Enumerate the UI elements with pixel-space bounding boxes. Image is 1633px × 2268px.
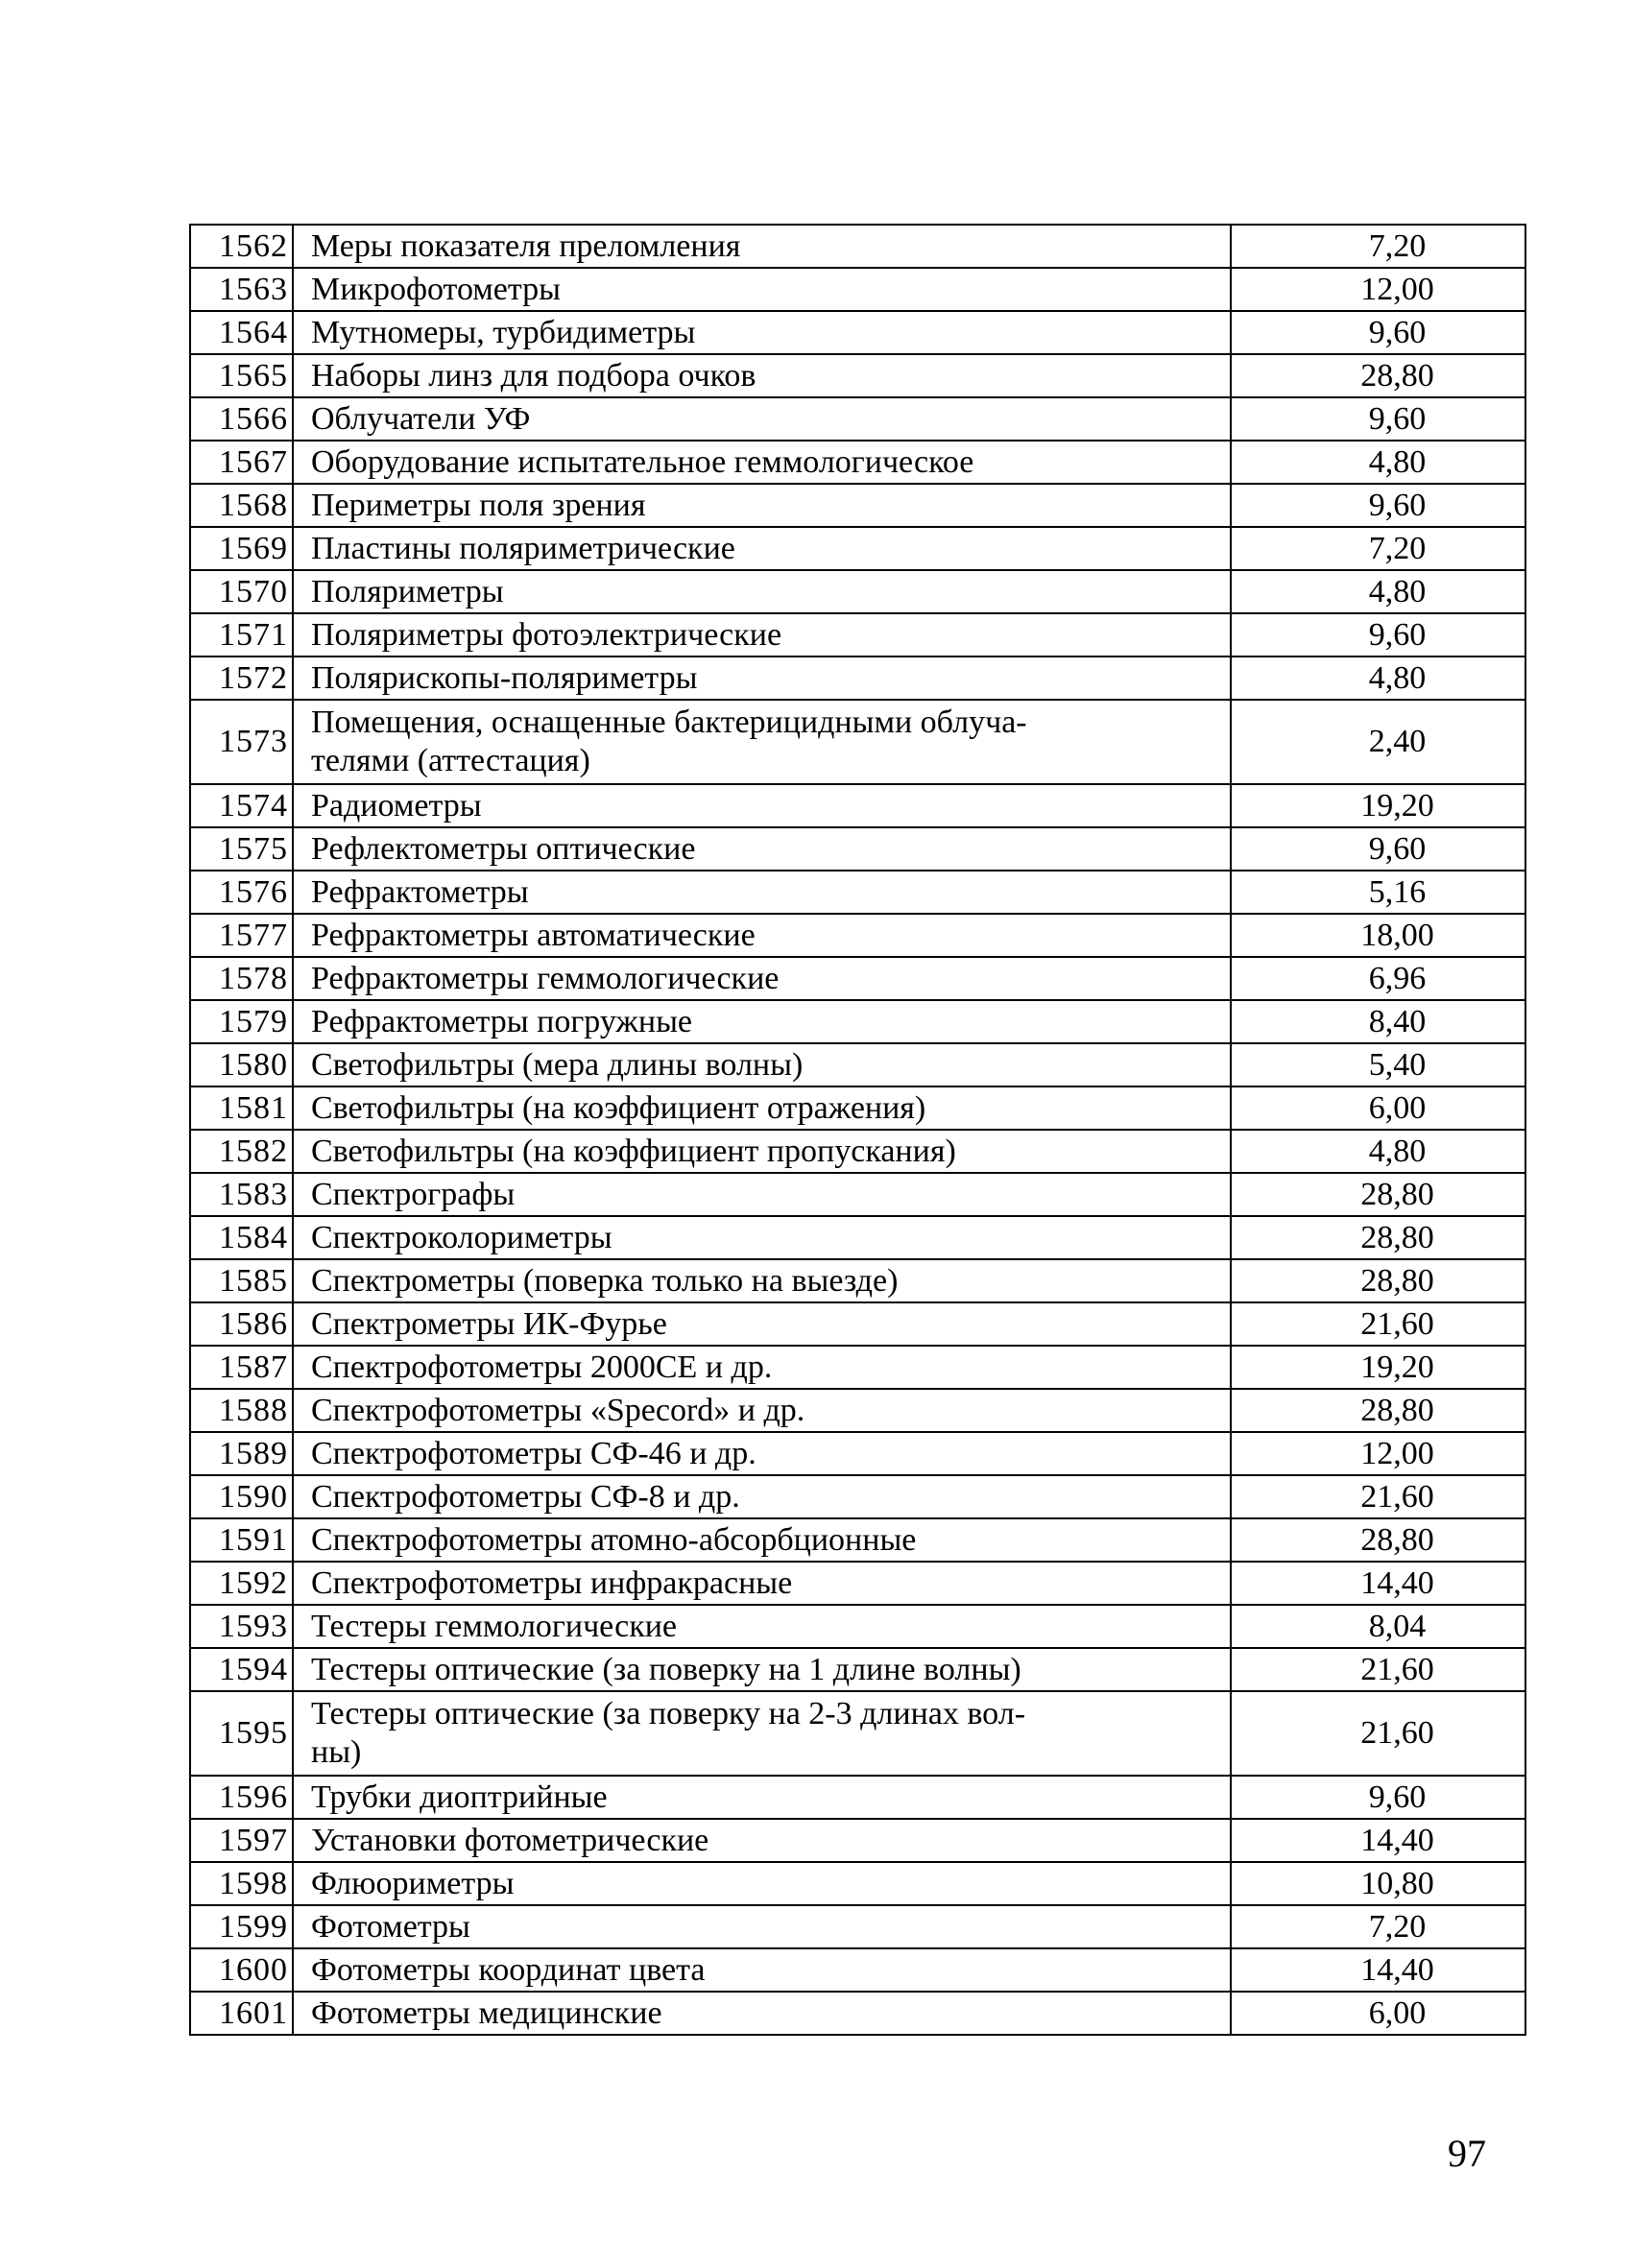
table-row [190, 225, 1525, 268]
table-row [190, 613, 1525, 657]
item-name [293, 700, 1231, 784]
item-name: Светофильтры (на коэффициент пропускания) [293, 1130, 1231, 1173]
item-name: Рефрактометры автоматические [293, 914, 1231, 957]
item-name-line: Тестеры оптические (за поверку на 2-3 длинах вол- [311, 1696, 1026, 1731]
table-row [190, 871, 1525, 914]
item-value: 9,60 [1231, 613, 1525, 657]
item-value: 28,80 [1231, 1259, 1525, 1302]
table-row [190, 1173, 1525, 1216]
item-name: Поляриметры [293, 570, 1231, 613]
row-number: 1582 [190, 1130, 293, 1173]
page-number: 97 [1448, 2132, 1486, 2175]
row-number: 1590 [190, 1475, 293, 1518]
item-value: 9,60 [1231, 484, 1525, 527]
table-row [190, 268, 1525, 311]
item-value: 10,80 [1231, 1862, 1525, 1905]
row-number: 1587 [190, 1346, 293, 1389]
table-row [190, 1475, 1525, 1518]
item-value: 5,40 [1231, 1043, 1525, 1086]
item-value: 21,60 [1231, 1691, 1525, 1776]
table-row [190, 1776, 1525, 1819]
row-number: 1568 [190, 484, 293, 527]
row-number: 1598 [190, 1862, 293, 1905]
table-row [190, 1819, 1525, 1862]
row-number: 1601 [190, 1992, 293, 2035]
table-row [190, 484, 1525, 527]
table-row [190, 784, 1525, 827]
item-name: Рефрактометры погружные [293, 1000, 1231, 1043]
item-name: Спектроколориметры [293, 1216, 1231, 1259]
item-value: 14,40 [1231, 1562, 1525, 1605]
table-row [190, 1518, 1525, 1562]
item-name: Спектрофотометры атомно-абсорбционные [293, 1518, 1231, 1562]
item-value: 21,60 [1231, 1302, 1525, 1346]
item-name: Микрофотометры [293, 268, 1231, 311]
item-value: 4,80 [1231, 657, 1525, 700]
item-value: 7,20 [1231, 225, 1525, 268]
table-row [190, 957, 1525, 1000]
table-row [190, 1259, 1525, 1302]
table-row [190, 1432, 1525, 1475]
item-value: 6,00 [1231, 1086, 1525, 1130]
item-name: Поляриметры фотоэлектрические [293, 613, 1231, 657]
item-name: Светофильтры (мера длины волны) [293, 1043, 1231, 1086]
item-name-line: ны) [311, 1734, 362, 1770]
item-name [293, 1691, 1231, 1776]
table-row [190, 827, 1525, 871]
item-name: Фотометры [293, 1905, 1231, 1948]
table-row [190, 914, 1525, 957]
item-name: Рефрактометры геммологические [293, 957, 1231, 1000]
table-row [190, 570, 1525, 613]
item-value: 28,80 [1231, 1173, 1525, 1216]
item-value: 4,80 [1231, 1130, 1525, 1173]
table-row [190, 1905, 1525, 1948]
item-name: Спектрофотометры «Specord» и др. [293, 1389, 1231, 1432]
item-value: 28,80 [1231, 1389, 1525, 1432]
item-name-line: телями (аттестация) [311, 743, 590, 778]
row-number: 1580 [190, 1043, 293, 1086]
item-name: Радиометры [293, 784, 1231, 827]
item-value: 12,00 [1231, 268, 1525, 311]
item-value: 21,60 [1231, 1648, 1525, 1691]
item-name: Спектрофотометры СФ-8 и др. [293, 1475, 1231, 1518]
table-row [190, 657, 1525, 700]
item-name: Фотометры медицинские [293, 1992, 1231, 2035]
item-value: 28,80 [1231, 1518, 1525, 1562]
table-row [190, 1992, 1525, 2035]
item-name: Спектрографы [293, 1173, 1231, 1216]
table-row [190, 700, 1525, 784]
table-row [190, 354, 1525, 397]
item-name: Спектрометры (поверка только на выезде) [293, 1259, 1231, 1302]
item-name: Спектрофотометры СФ-46 и др. [293, 1432, 1231, 1475]
row-number: 1594 [190, 1648, 293, 1691]
row-number: 1575 [190, 827, 293, 871]
item-value: 9,60 [1231, 311, 1525, 354]
row-number: 1581 [190, 1086, 293, 1130]
item-name: Светофильтры (на коэффициент отражения) [293, 1086, 1231, 1130]
item-value: 18,00 [1231, 914, 1525, 957]
item-value: 14,40 [1231, 1948, 1525, 1992]
table-row [190, 1302, 1525, 1346]
item-value: 8,04 [1231, 1605, 1525, 1648]
row-number: 1597 [190, 1819, 293, 1862]
item-name: Пластины поляриметрические [293, 527, 1231, 570]
row-number: 1570 [190, 570, 293, 613]
item-name: Тестеры геммологические [293, 1605, 1231, 1648]
item-value: 8,40 [1231, 1000, 1525, 1043]
row-number: 1569 [190, 527, 293, 570]
row-number: 1583 [190, 1173, 293, 1216]
row-number: 1595 [190, 1691, 293, 1776]
item-name: Облучатели УФ [293, 397, 1231, 441]
row-number: 1574 [190, 784, 293, 827]
item-value: 19,20 [1231, 784, 1525, 827]
item-value: 28,80 [1231, 1216, 1525, 1259]
item-name: Спектрофотометры 2000СЕ и др. [293, 1346, 1231, 1389]
item-name: Наборы линз для подбора очков [293, 354, 1231, 397]
table-row [190, 1346, 1525, 1389]
row-number: 1564 [190, 311, 293, 354]
item-name: Периметры поля зрения [293, 484, 1231, 527]
item-value: 2,40 [1231, 700, 1525, 784]
row-number: 1573 [190, 700, 293, 784]
table-row [190, 397, 1525, 441]
item-value: 6,00 [1231, 1992, 1525, 2035]
item-name: Рефрактометры [293, 871, 1231, 914]
table-row [190, 1130, 1525, 1173]
table-row [190, 1691, 1525, 1776]
table-row [190, 1948, 1525, 1992]
item-value: 12,00 [1231, 1432, 1525, 1475]
table-row [190, 311, 1525, 354]
row-number: 1572 [190, 657, 293, 700]
item-value: 28,80 [1231, 354, 1525, 397]
table-row [190, 441, 1525, 484]
table-row [190, 1389, 1525, 1432]
item-value: 5,16 [1231, 871, 1525, 914]
row-number: 1592 [190, 1562, 293, 1605]
row-number: 1600 [190, 1948, 293, 1992]
price-table-body [190, 225, 1525, 2035]
row-number: 1563 [190, 268, 293, 311]
table-row [190, 1862, 1525, 1905]
item-value: 7,20 [1231, 1905, 1525, 1948]
row-number: 1596 [190, 1776, 293, 1819]
table-row [190, 1086, 1525, 1130]
item-name: Мутномеры, турбидиметры [293, 311, 1231, 354]
item-name: Флюориметры [293, 1862, 1231, 1905]
row-number: 1586 [190, 1302, 293, 1346]
row-number: 1567 [190, 441, 293, 484]
row-number: 1589 [190, 1432, 293, 1475]
item-name-line: Помещения, оснащенные бактерицидными облуча- [311, 704, 1027, 740]
row-number: 1576 [190, 871, 293, 914]
item-value: 14,40 [1231, 1819, 1525, 1862]
row-number: 1579 [190, 1000, 293, 1043]
item-name: Меры показателя преломления [293, 225, 1231, 268]
row-number: 1577 [190, 914, 293, 957]
price-table-container [189, 224, 1526, 2036]
row-number: 1588 [190, 1389, 293, 1432]
item-name: Трубки диоптрийные [293, 1776, 1231, 1819]
item-name: Установки фотометрические [293, 1819, 1231, 1862]
row-number: 1571 [190, 613, 293, 657]
row-number: 1578 [190, 957, 293, 1000]
table-row [190, 1562, 1525, 1605]
row-number: 1599 [190, 1905, 293, 1948]
row-number: 1562 [190, 225, 293, 268]
table-row [190, 1605, 1525, 1648]
table-row [190, 1648, 1525, 1691]
item-value: 4,80 [1231, 570, 1525, 613]
item-name: Фотометры координат цвета [293, 1948, 1231, 1992]
item-name: Полярископы-поляриметры [293, 657, 1231, 700]
item-value: 9,60 [1231, 827, 1525, 871]
item-name: Оборудование испытательное геммологическое [293, 441, 1231, 484]
row-number: 1593 [190, 1605, 293, 1648]
item-value: 21,60 [1231, 1475, 1525, 1518]
item-name: Рефлектометры оптические [293, 827, 1231, 871]
table-row [190, 1043, 1525, 1086]
item-value: 9,60 [1231, 1776, 1525, 1819]
item-value: 4,80 [1231, 441, 1525, 484]
row-number: 1591 [190, 1518, 293, 1562]
row-number: 1584 [190, 1216, 293, 1259]
item-value: 19,20 [1231, 1346, 1525, 1389]
row-number: 1566 [190, 397, 293, 441]
item-value: 7,20 [1231, 527, 1525, 570]
item-value: 6,96 [1231, 957, 1525, 1000]
table-row [190, 527, 1525, 570]
table-row [190, 1000, 1525, 1043]
item-value: 9,60 [1231, 397, 1525, 441]
row-number: 1585 [190, 1259, 293, 1302]
item-name: Тестеры оптические (за поверку на 1 длине волны) [293, 1648, 1231, 1691]
row-number: 1565 [190, 354, 293, 397]
price-table [189, 224, 1526, 2036]
item-name: Спектрофотометры инфракрасные [293, 1562, 1231, 1605]
item-name: Спектрометры ИК-Фурье [293, 1302, 1231, 1346]
table-row [190, 1216, 1525, 1259]
